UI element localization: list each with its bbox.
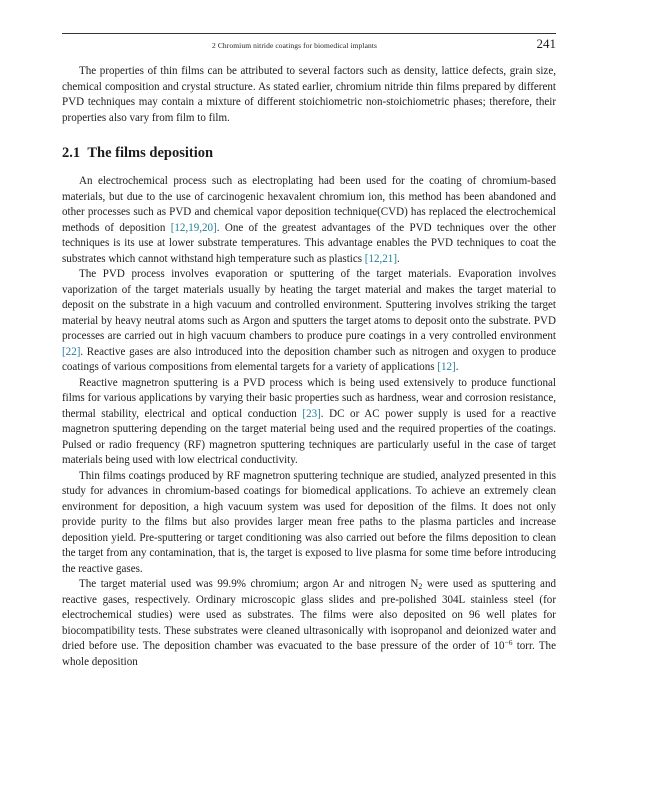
paragraph-text: . DC or AC power supply is used for a reactive magnetron sputtering depending on the target material being used and the required properties of the coatings. Pulsed or radio frequency (RF) magnetron sputtering techniques are particularly useful in the case of target materials being used with low electrical conductivity.: [62, 407, 556, 466]
body-text: [62, 64, 556, 670]
paragraph-text: The target material used was 99.9% chromium; argon Ar and nitrogen N: [79, 578, 419, 590]
paragraph-magnetron-sputtering: [62, 376, 556, 469]
paragraph-text: Reactive magnetron sputtering is a PVD process which is being used extensively to produce functional films for various applications by varying their basic properties such as hardness, wear and corrosion resistance, thermal stability, electrical and optical conduction: [62, 376, 556, 420]
paragraph-text: .: [455, 361, 459, 373]
paragraph-deposition-methods: [62, 174, 556, 267]
section-title: The films deposition: [87, 145, 214, 161]
paragraph-text: . Reactive gases are also introduced into the deposition chamber such as nitrogen and oxygen to produce coatings of various compositions from elemental targets for a variety of applications: [62, 345, 556, 373]
paragraph-pvd-process: [62, 267, 556, 376]
running-head: 2 Chromium nitride coatings for biomedical implants: [212, 41, 378, 50]
paragraph-rf-sputtering: [62, 469, 556, 578]
subscript: 2: [418, 582, 423, 591]
paragraph-text: The properties of thin films can be attributed to several factors such as density, lattice defects, grain size, chemical composition and crystal structure. As stated earlier, chromium nitride thin films prepared by different PVD techniques may contain a mixture of different stoichiometric non-stoichiometric phases; therefore, their properties also vary from film to film.: [62, 65, 556, 124]
paragraph-text: torr. The whole deposition: [62, 640, 556, 668]
section-number: 2.1: [62, 145, 81, 161]
paragraph-intro: [62, 64, 556, 126]
section-heading: [62, 144, 556, 162]
paragraph-text: Thin films coatings produced by RF magnetron sputtering technique are studied, analyzed presented in this study for advances in chromium-based coatings for biomedical applications. To achieve an extremely clean environment for deposition, a high vacuum system was used for deposition of the films. It does not only provide purity to the films but also provides larger mean free paths to the plasma particles and increase deposition yield. Pre-sputtering or target conditioning was also carried out before the films deposition to clean the target from any contamination, that is, the target is exposed to live plasma for some time before introducing the reactive gases.: [62, 469, 556, 575]
citation-link[interactable]: [12]: [437, 361, 456, 373]
page-number: 241: [536, 36, 556, 51]
citation-link[interactable]: [22]: [62, 345, 81, 358]
citation-link[interactable]: [12,21]: [364, 252, 398, 265]
citation-link[interactable]: [12,19,20]: [170, 221, 217, 234]
paragraph-text: . One of the greatest advantages of the PVD techniques over the other techniques is its use at lower substrate temperatures. This advantage enables the PVD techniques to coat the substrates which cannot withstand high temperature such as plastics: [62, 221, 556, 265]
paragraph-text: .: [397, 252, 400, 265]
paragraph-text: were used as sputtering and reactive gases, respectively. Ordinary microscopic glass slides and pre-polished 304L stainless steel (for electrochemical studies) were used as substrates. The films were also deposited on 96 well plates for biocompatibility tests. These substrates were cleaned ultrasonically with isopropanol and deionized water and dried before use. The deposition chamber was evacuated to the base pressure of the order of 10: [62, 578, 557, 652]
paragraph-target-material: [62, 577, 556, 670]
superscript: −6: [504, 638, 513, 647]
page-header: [62, 33, 556, 54]
paragraph-text: The PVD process involves evaporation or sputtering of the target materials. Evaporation involves vaporization of the target materials usually by heating the target material and makes the target material to deposit on the substrate in a high vacuum and controlled environment. Sputtering involves striking the target material by heavy neutral atoms such as Argon and sputters the target atoms to deposit onto the substrate. PVD processes are carried out in high vacuum chambers to produce pure coatings in a very controlled environment: [62, 268, 556, 342]
paragraph-text: An electrochemical process such as electroplating had been used for the coating of chromium-based materials, but due to the use of carcinogenic hexavalent chromium ion, this method has been abandoned and other processes such as PVD and chemical vapor deposition technique(CVD) has replaced the electrochemical methods of deposition: [62, 175, 556, 234]
citation-link[interactable]: [23]: [302, 407, 321, 420]
